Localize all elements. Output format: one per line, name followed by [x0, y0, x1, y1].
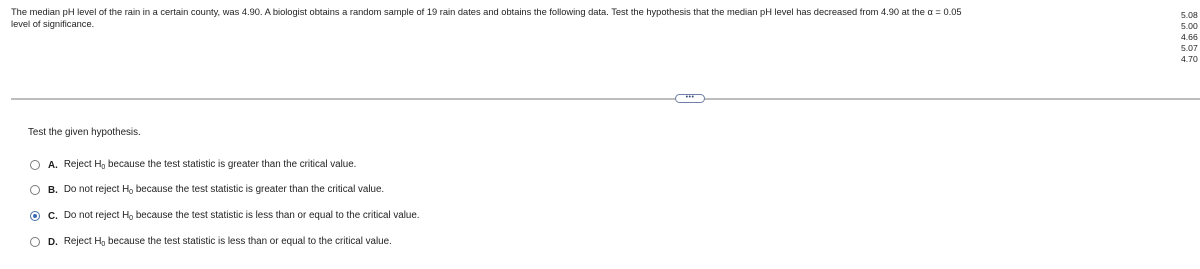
option-text: Reject $H_0$ because the test statistic is greater than the critical value. [63, 159, 357, 171]
option-text: Do not reject $H_0$ because the test statistic is greater than the critical value. [63, 184, 385, 196]
data-value: 5.08 [1181, 10, 1198, 20]
option-a[interactable] [30, 158, 630, 172]
option-letter: A. [48, 159, 58, 171]
option-c[interactable] [30, 209, 630, 223]
data-values-list [1181, 10, 1200, 65]
more-dots-icon: ••• [685, 94, 695, 101]
section-divider [11, 98, 1200, 100]
option-letter: B. [48, 184, 58, 196]
data-value: 5.00 [1181, 20, 1198, 31]
option-letter: D. [48, 236, 58, 248]
h0-symbol: $H_0$ [122, 184, 134, 196]
radio-button-b[interactable] [30, 185, 40, 195]
option-d[interactable] [30, 235, 630, 249]
h0-symbol: $H_0$ [94, 159, 106, 171]
radio-button-a[interactable] [30, 160, 40, 170]
radio-button-d[interactable] [30, 237, 40, 247]
option-text: Reject $H_0$ because the test statistic is less than or equal to the critical value. [63, 236, 392, 248]
problem-statement [11, 7, 1161, 30]
h0-symbol: $H_0$ [94, 236, 106, 248]
data-value: 4.66 [1181, 31, 1198, 42]
problem-line-1: The median pH level of the rain in a certain county, was 4.90. A biologist obtains a random sample of 19 rain dates and obtains the following data. Test the hypothesis that the median pH level has decreased from 4.90 at the α = 0.05 [11, 7, 962, 17]
question-prompt: Test the given hypothesis. [28, 127, 141, 138]
expand-more-button[interactable] [675, 94, 705, 103]
option-b[interactable] [30, 183, 630, 197]
option-letter: C. [48, 210, 58, 222]
radio-button-c-selected[interactable] [30, 211, 40, 221]
data-value: 4.70 [1181, 53, 1198, 64]
h0-symbol: $H_0$ [122, 210, 134, 222]
data-value: 5.07 [1181, 42, 1198, 53]
option-text: Do not reject $H_0$ because the test statistic is less than or equal to the critical value. [63, 210, 420, 222]
problem-line-2: level of significance. [11, 18, 95, 29]
